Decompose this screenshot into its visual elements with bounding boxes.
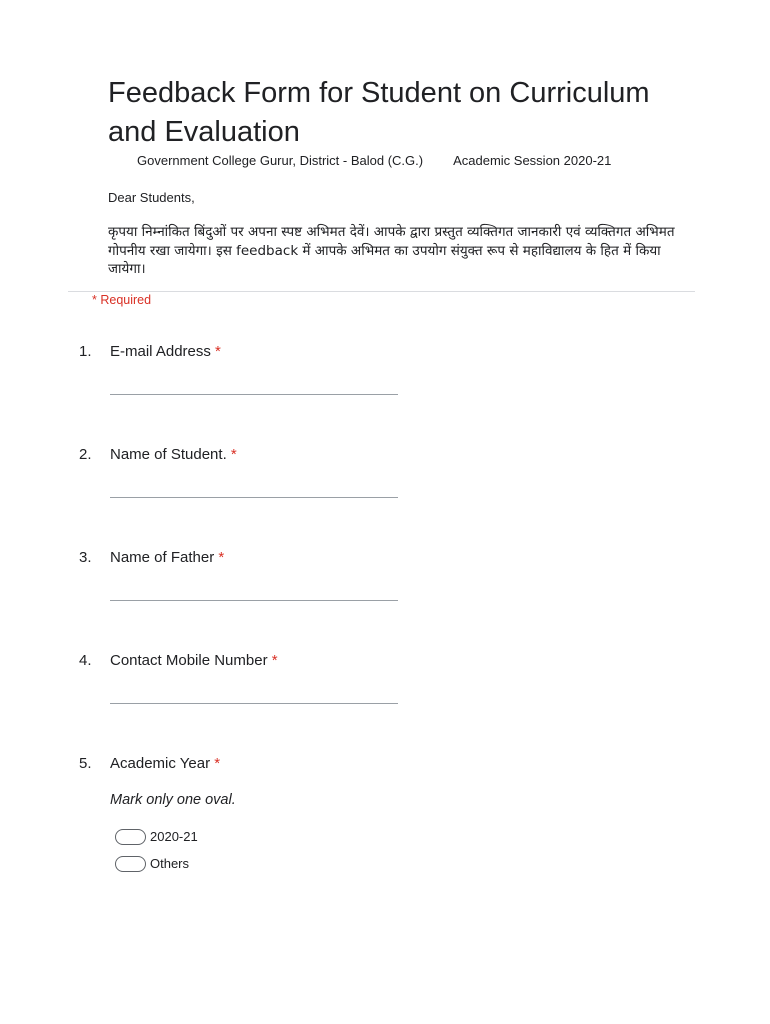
question-number: 3. — [79, 549, 92, 566]
academic-session: Academic Session 2020-21 — [453, 153, 612, 168]
question-number: 4. — [79, 652, 92, 669]
question-number: 2. — [79, 446, 92, 463]
instructions-text: कृपया निम्नांकित बिंदुओं पर अपना स्पष्ट अभिमत देवें। आपके द्वारा प्रस्तुत व्यक्तिगत जानकारी एवं व्यक्तिगत अभिमत गोपनीय रखा जायेगा। इस feedback में आपके अभिमत का उपयोग संयुक्त रूप से महाविद्यालय के हित में किया जायेगा। — [108, 224, 675, 277]
question-number: 1. — [79, 343, 92, 360]
question-label — [110, 754, 220, 774]
option-label: Others — [150, 856, 190, 871]
required-asterisk: * — [215, 343, 221, 360]
required-asterisk: * — [218, 549, 225, 566]
question-label — [110, 651, 278, 671]
required-asterisk: * — [214, 755, 221, 772]
college-name: Government College Gurur, District - Balod (C.G.) — [137, 153, 424, 168]
required-asterisk: * — [271, 652, 278, 669]
question-label-text: E-mail Address — [110, 343, 211, 360]
form-subtitle — [137, 152, 611, 169]
oval-radio[interactable] — [115, 829, 146, 845]
question-label — [110, 548, 224, 568]
greeting-text: Dear Students, — [108, 190, 195, 205]
email-field[interactable] — [110, 394, 398, 395]
question-label-text: Name of Student. — [110, 446, 227, 463]
required-note: * Required — [92, 293, 152, 307]
question-label — [110, 342, 221, 362]
option-label: 2020-21 — [150, 829, 198, 844]
question-label-text: Academic Year — [110, 755, 211, 772]
mobile-number-field[interactable] — [110, 703, 398, 704]
student-name-field[interactable] — [110, 497, 398, 498]
question-label — [110, 445, 237, 465]
question-number: 5. — [79, 755, 92, 772]
question-label-text: Name of Father — [110, 549, 215, 566]
required-asterisk: * — [230, 446, 237, 463]
oval-hint: Mark only one oval. — [110, 792, 236, 808]
oval-radio[interactable] — [115, 856, 146, 872]
father-name-field[interactable] — [110, 600, 398, 601]
header-divider — [68, 291, 695, 292]
form-title: Feedback Form for Student on Curriculum and Evaluation — [108, 77, 650, 148]
question-label-text: Contact Mobile Number — [110, 652, 268, 669]
